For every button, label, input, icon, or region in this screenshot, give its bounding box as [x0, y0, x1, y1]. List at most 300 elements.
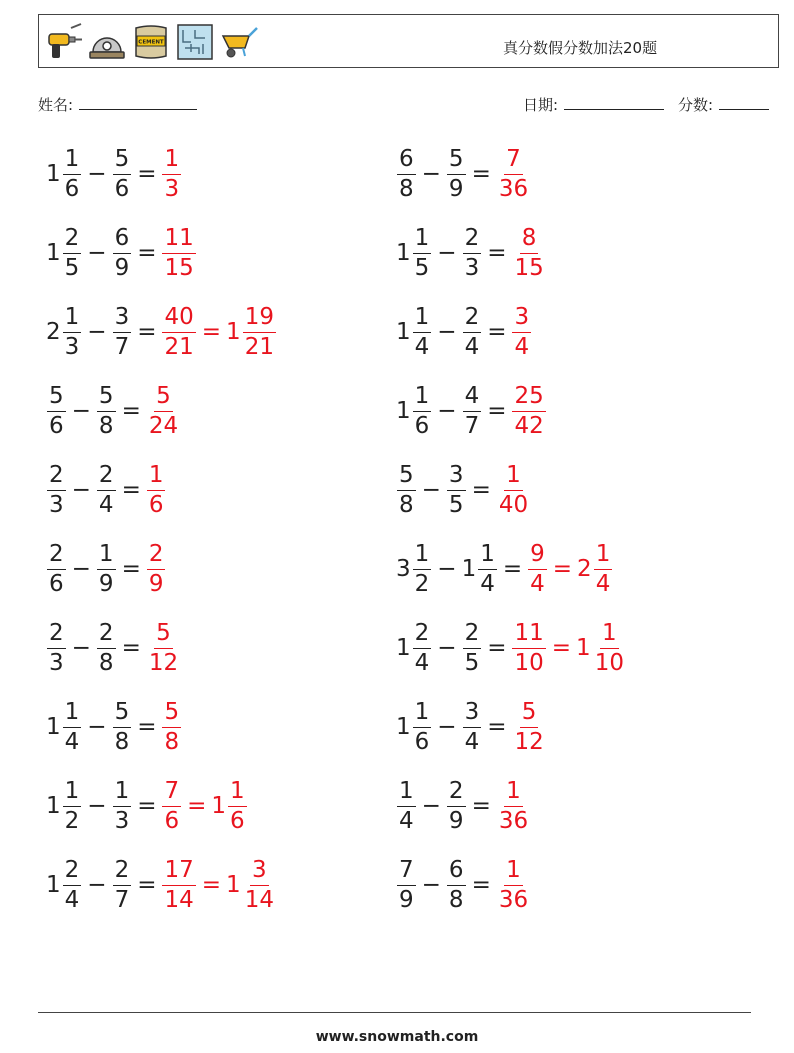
date-label: 日期: [523, 96, 559, 114]
answer-equals-sign: = [551, 635, 572, 661]
operand-b-fraction [447, 856, 466, 913]
minus-sign: − [87, 872, 107, 898]
answer [146, 382, 181, 439]
equals-sign: = [121, 635, 141, 661]
operand-a-whole: 1 [46, 714, 61, 740]
operand-b-numerator: 5 [113, 148, 132, 175]
operand-a-whole: 1 [46, 872, 61, 898]
operand-b-fraction [113, 145, 132, 202]
answer [511, 698, 546, 755]
answer [146, 619, 181, 676]
operand-a-denominator: 4 [64, 886, 80, 913]
operand-a-numerator: 2 [63, 227, 82, 254]
problem-item [46, 695, 182, 759]
minus-sign: − [87, 319, 107, 345]
footer-website: www.snowmath.com [315, 1029, 479, 1045]
operand-a-numerator: 1 [413, 306, 432, 333]
operand-b-fraction [113, 856, 132, 913]
answer [511, 382, 546, 439]
operand-b-numerator: 2 [463, 227, 482, 254]
operand-b-fraction [97, 382, 116, 439]
problem-item [396, 300, 532, 364]
operand-b-fraction [97, 540, 116, 597]
operand-a-numerator: 1 [413, 543, 432, 570]
answer [161, 698, 182, 755]
answer-fraction [497, 856, 530, 913]
operand-a-numerator: 1 [413, 701, 432, 728]
operand-a-whole: 1 [396, 398, 411, 424]
answer-fraction [512, 303, 531, 360]
operand-b-denominator: 5 [464, 649, 480, 676]
operand-a-denominator: 5 [414, 254, 430, 281]
answer-denominator: 15 [514, 254, 544, 281]
answer [511, 303, 532, 360]
operand-b-denominator: 4 [464, 333, 480, 360]
minus-sign: − [437, 240, 457, 266]
equals-sign: = [137, 714, 157, 740]
answer-mixed-fraction [228, 777, 247, 834]
operand-a-denominator: 4 [399, 807, 414, 834]
operand-a-denominator: 6 [49, 412, 64, 439]
problem-item [46, 221, 197, 285]
operand-a-fraction [397, 461, 416, 518]
name-blank[interactable] [79, 95, 197, 110]
operand-a-denominator: 6 [64, 175, 80, 202]
header-icons [43, 22, 259, 62]
answer-numerator: 9 [528, 543, 547, 570]
answer [146, 540, 167, 597]
answer-fraction [147, 382, 180, 439]
problem-item [396, 221, 547, 285]
operand-a-whole: 1 [396, 240, 411, 266]
minus-sign: − [71, 635, 91, 661]
header-box [38, 14, 779, 68]
answer-fraction [162, 777, 181, 834]
score-blank[interactable] [719, 95, 769, 110]
minus-sign: − [437, 635, 457, 661]
cement-bag-icon [131, 22, 171, 62]
operand-b-numerator: 3 [113, 306, 132, 333]
operand-a-whole: 3 [396, 556, 411, 582]
operand-a-numerator: 1 [413, 385, 432, 412]
operand-a-whole: 1 [396, 714, 411, 740]
answer-denominator: 12 [148, 649, 179, 676]
answer-fraction [162, 856, 195, 913]
minus-sign: − [87, 240, 107, 266]
answer-fraction [162, 303, 195, 360]
equals-sign: = [121, 477, 141, 503]
operand-a-denominator: 4 [64, 728, 80, 755]
answer-numerator: 1 [504, 464, 523, 491]
minus-sign: − [421, 872, 441, 898]
operand-b-denominator: 3 [114, 807, 130, 834]
problem-item [396, 142, 531, 206]
operand-b-denominator: 9 [448, 807, 464, 834]
answer [496, 145, 531, 202]
answer-mixed-whole: 2 [577, 556, 592, 582]
answer-fraction [162, 698, 181, 755]
operand-a-denominator: 8 [399, 491, 414, 518]
operand-b-denominator: 4 [98, 491, 114, 518]
equals-sign: = [471, 872, 491, 898]
equals-sign: = [137, 161, 157, 187]
operand-b-denominator: 5 [448, 491, 464, 518]
operand-b-numerator: 2 [463, 622, 482, 649]
problem-item [46, 300, 277, 364]
minus-sign: − [437, 714, 457, 740]
operand-a-numerator: 2 [47, 464, 66, 491]
operand-b-numerator: 2 [97, 464, 116, 491]
saw-blade-icon [87, 22, 127, 62]
minus-sign: − [421, 793, 441, 819]
operand-b-fraction [113, 224, 132, 281]
answer-numerator: 5 [520, 701, 539, 728]
operand-a-numerator: 5 [397, 464, 416, 491]
answer-denominator: 42 [514, 412, 544, 439]
answer-numerator: 1 [162, 148, 181, 175]
minus-sign: − [87, 161, 107, 187]
operand-b-numerator: 3 [447, 464, 466, 491]
answer-fraction [512, 382, 545, 439]
operand-b-fraction [113, 698, 132, 755]
operand-a-fraction [63, 856, 82, 913]
operand-a-numerator: 1 [63, 701, 82, 728]
problem-item [46, 537, 166, 601]
operand-a-fraction [63, 224, 82, 281]
operand-a-fraction [47, 461, 66, 518]
operand-b-numerator: 5 [113, 701, 132, 728]
operand-b-numerator: 2 [97, 622, 116, 649]
equals-sign: = [137, 240, 157, 266]
operand-a-denominator: 6 [414, 412, 430, 439]
operand-a-fraction [413, 540, 432, 597]
operand-a-fraction [47, 619, 66, 676]
answer-numerator: 25 [512, 385, 545, 412]
answer-denominator: 36 [498, 175, 529, 202]
operand-a-whole: 1 [46, 161, 61, 187]
answer [146, 461, 167, 518]
answer-mixed-whole: 1 [211, 793, 227, 819]
operand-a-fraction [397, 145, 416, 202]
answer-mixed-numerator: 1 [600, 622, 619, 649]
operand-a-numerator: 1 [397, 780, 416, 807]
operand-a-numerator: 2 [47, 622, 66, 649]
equals-sign: = [137, 793, 157, 819]
answer-mixed-numerator: 1 [594, 543, 613, 570]
answer-mixed-denominator: 6 [230, 807, 245, 834]
operand-a-fraction [63, 777, 82, 834]
problem-item [396, 616, 627, 680]
answer-fraction [528, 540, 547, 597]
answer [161, 856, 276, 913]
minus-sign: − [71, 477, 91, 503]
problem-item [396, 695, 547, 759]
answer-equals-sign: = [201, 319, 222, 345]
problem-item [46, 458, 166, 522]
equals-sign: = [137, 319, 157, 345]
minus-sign: − [421, 161, 441, 187]
answer-mixed-whole: 1 [226, 872, 241, 898]
answer-denominator: 36 [498, 886, 529, 913]
problem-item [396, 853, 531, 917]
answer [496, 777, 531, 834]
operand-b-fraction [447, 145, 466, 202]
problem-item [46, 379, 181, 443]
problem-item [396, 537, 613, 601]
date-field [523, 94, 664, 115]
operand-a-numerator: 2 [413, 622, 432, 649]
operand-b-whole: 1 [461, 556, 477, 582]
answer-fraction [497, 461, 530, 518]
answer-numerator: 1 [147, 464, 166, 491]
operand-b-numerator: 6 [447, 859, 466, 886]
answer-denominator: 21 [164, 333, 194, 360]
operand-b-numerator: 5 [447, 148, 466, 175]
operand-b-numerator: 6 [113, 227, 132, 254]
answer [161, 303, 276, 360]
operand-a-numerator: 5 [47, 385, 66, 412]
answer-denominator: 4 [530, 570, 545, 597]
minus-sign: − [87, 714, 107, 740]
operand-b-numerator: 1 [478, 543, 497, 570]
answer-denominator: 6 [164, 807, 180, 834]
minus-sign: − [421, 477, 441, 503]
operand-b-denominator: 8 [98, 412, 114, 439]
answer-mixed-denominator: 14 [244, 886, 274, 913]
date-blank[interactable] [564, 95, 664, 110]
operand-b-denominator: 4 [480, 570, 495, 597]
operand-a-numerator: 1 [63, 780, 82, 807]
operand-a-fraction [413, 698, 432, 755]
problem-item [396, 458, 531, 522]
minus-sign: − [87, 793, 107, 819]
operand-b-numerator: 1 [97, 543, 116, 570]
operand-a-whole: 2 [46, 319, 61, 345]
operand-b-fraction [463, 224, 482, 281]
answer-fraction [162, 145, 181, 202]
answer-numerator: 2 [147, 543, 166, 570]
operand-b-fraction [113, 777, 132, 834]
equals-sign: = [487, 635, 507, 661]
answer [161, 145, 182, 202]
operand-b-fraction [478, 540, 497, 597]
operand-a-denominator: 4 [414, 333, 430, 360]
operand-a-denominator: 8 [399, 175, 414, 202]
equals-sign: = [471, 477, 491, 503]
operand-a-fraction [413, 303, 432, 360]
operand-b-fraction [463, 303, 482, 360]
operand-b-denominator: 9 [98, 570, 114, 597]
answer-numerator: 7 [504, 148, 523, 175]
answer-denominator: 12 [514, 728, 544, 755]
operand-b-fraction [97, 461, 116, 518]
answer [511, 619, 626, 676]
answer-fraction [512, 619, 545, 676]
answer-fraction [162, 224, 195, 281]
operand-a-denominator: 3 [49, 649, 64, 676]
operand-a-numerator: 2 [47, 543, 66, 570]
operand-a-fraction [413, 619, 432, 676]
operand-b-fraction [463, 382, 482, 439]
operand-a-fraction [63, 303, 82, 360]
minus-sign: − [71, 556, 91, 582]
answer-mixed-denominator: 4 [595, 570, 611, 597]
equals-sign: = [471, 161, 491, 187]
operand-a-denominator: 3 [64, 333, 80, 360]
answer-numerator: 5 [154, 385, 173, 412]
operand-a-numerator: 7 [397, 859, 416, 886]
answer-denominator: 40 [498, 491, 529, 518]
answer [496, 461, 531, 518]
minus-sign: − [71, 398, 91, 424]
operand-b-fraction [97, 619, 116, 676]
answer-denominator: 15 [164, 254, 194, 281]
answer-numerator: 11 [162, 227, 195, 254]
operand-a-fraction [63, 698, 82, 755]
footer-divider [38, 1012, 751, 1013]
operand-a-fraction [47, 382, 66, 439]
operand-b-denominator: 7 [114, 886, 130, 913]
operand-b-denominator: 9 [448, 175, 464, 202]
minus-sign: − [437, 556, 457, 582]
answer [511, 224, 546, 281]
problem-item [46, 142, 182, 206]
operand-b-denominator: 7 [114, 333, 130, 360]
problem-item [396, 774, 531, 838]
operand-b-denominator: 8 [98, 649, 114, 676]
operand-a-fraction [397, 856, 416, 913]
answer [496, 856, 531, 913]
operand-a-whole: 1 [46, 240, 61, 266]
blueprint-icon [175, 22, 215, 62]
operand-a-fraction [63, 145, 82, 202]
problem-item [46, 853, 277, 917]
problem-item [396, 379, 547, 443]
answer-fraction [497, 145, 530, 202]
answer-mixed-whole: 1 [226, 319, 241, 345]
operand-a-denominator: 6 [49, 570, 64, 597]
cement-bag-label: CEMENT [138, 39, 164, 46]
answer-numerator: 5 [162, 701, 181, 728]
operand-b-fraction [463, 619, 482, 676]
operand-a-denominator: 2 [64, 807, 80, 834]
answer-mixed-numerator: 3 [250, 859, 269, 886]
answer-equals-sign: = [552, 556, 573, 582]
operand-b-numerator: 2 [447, 780, 466, 807]
operand-b-denominator: 7 [464, 412, 480, 439]
equals-sign: = [487, 714, 507, 740]
operand-a-numerator: 1 [63, 306, 82, 333]
operand-b-denominator: 8 [448, 886, 464, 913]
answer-denominator: 8 [164, 728, 180, 755]
answer-fraction [147, 461, 166, 518]
score-label: 分数: [678, 96, 714, 114]
operand-a-fraction [397, 777, 416, 834]
equals-sign: = [502, 556, 523, 582]
answer-mixed-denominator: 21 [244, 333, 274, 360]
operand-a-denominator: 3 [49, 491, 64, 518]
operand-a-numerator: 1 [63, 148, 82, 175]
equals-sign: = [471, 793, 491, 819]
operand-b-numerator: 2 [463, 306, 482, 333]
answer-mixed-denominator: 10 [594, 649, 624, 676]
operand-a-numerator: 1 [413, 227, 432, 254]
operand-b-denominator: 8 [114, 728, 130, 755]
operand-a-denominator: 4 [414, 649, 430, 676]
answer-numerator: 8 [520, 227, 539, 254]
equals-sign: = [121, 556, 141, 582]
name-label: 姓名: [38, 96, 74, 114]
answer-numerator: 11 [512, 622, 545, 649]
operand-b-numerator: 3 [463, 701, 482, 728]
answer-numerator: 3 [512, 306, 531, 333]
wheelbarrow-icon [219, 22, 259, 62]
equals-sign: = [487, 319, 507, 345]
answer-numerator: 5 [154, 622, 173, 649]
answer-mixed-numerator: 1 [228, 780, 247, 807]
operand-b-numerator: 4 [463, 385, 482, 412]
operand-a-whole: 1 [396, 635, 411, 661]
score-field [678, 94, 769, 115]
operand-b-denominator: 4 [464, 728, 480, 755]
answer-denominator: 36 [498, 807, 529, 834]
operand-b-fraction [463, 698, 482, 755]
answer-fraction [147, 619, 180, 676]
problem-item [46, 616, 181, 680]
answer-fraction [512, 224, 545, 281]
answer [161, 224, 196, 281]
answer-denominator: 9 [148, 570, 164, 597]
operand-b-numerator: 5 [97, 385, 116, 412]
answer [161, 777, 247, 834]
operand-a-numerator: 6 [397, 148, 416, 175]
drill-icon [43, 22, 83, 62]
answer-fraction [512, 698, 545, 755]
answer-numerator: 17 [162, 859, 195, 886]
operand-a-denominator: 2 [414, 570, 430, 597]
answer-mixed-fraction [593, 619, 626, 676]
operand-b-fraction [113, 303, 132, 360]
answer-numerator: 1 [504, 859, 523, 886]
answer-numerator: 7 [162, 780, 181, 807]
operand-a-fraction [413, 224, 432, 281]
operand-b-fraction [447, 461, 466, 518]
operand-a-denominator: 5 [64, 254, 80, 281]
operand-a-whole: 1 [396, 319, 411, 345]
answer-numerator: 40 [162, 306, 195, 333]
answer-mixed-fraction [243, 856, 276, 913]
equals-sign: = [487, 240, 507, 266]
operand-b-denominator: 6 [114, 175, 130, 202]
answer-denominator: 24 [148, 412, 179, 439]
equals-sign: = [487, 398, 507, 424]
equals-sign: = [137, 872, 157, 898]
operand-b-numerator: 2 [113, 859, 132, 886]
operand-a-numerator: 2 [63, 859, 82, 886]
answer-denominator: 6 [148, 491, 164, 518]
operand-b-denominator: 9 [114, 254, 130, 281]
answer-numerator: 1 [504, 780, 523, 807]
answer-mixed-numerator: 19 [243, 306, 276, 333]
operand-b-denominator: 3 [464, 254, 480, 281]
minus-sign: − [437, 398, 457, 424]
answer-denominator: 3 [164, 175, 180, 202]
answer-mixed-fraction [594, 540, 613, 597]
name-field [38, 94, 197, 115]
answer-denominator: 14 [164, 886, 194, 913]
answer-fraction [497, 777, 530, 834]
operand-a-whole: 1 [46, 793, 61, 819]
